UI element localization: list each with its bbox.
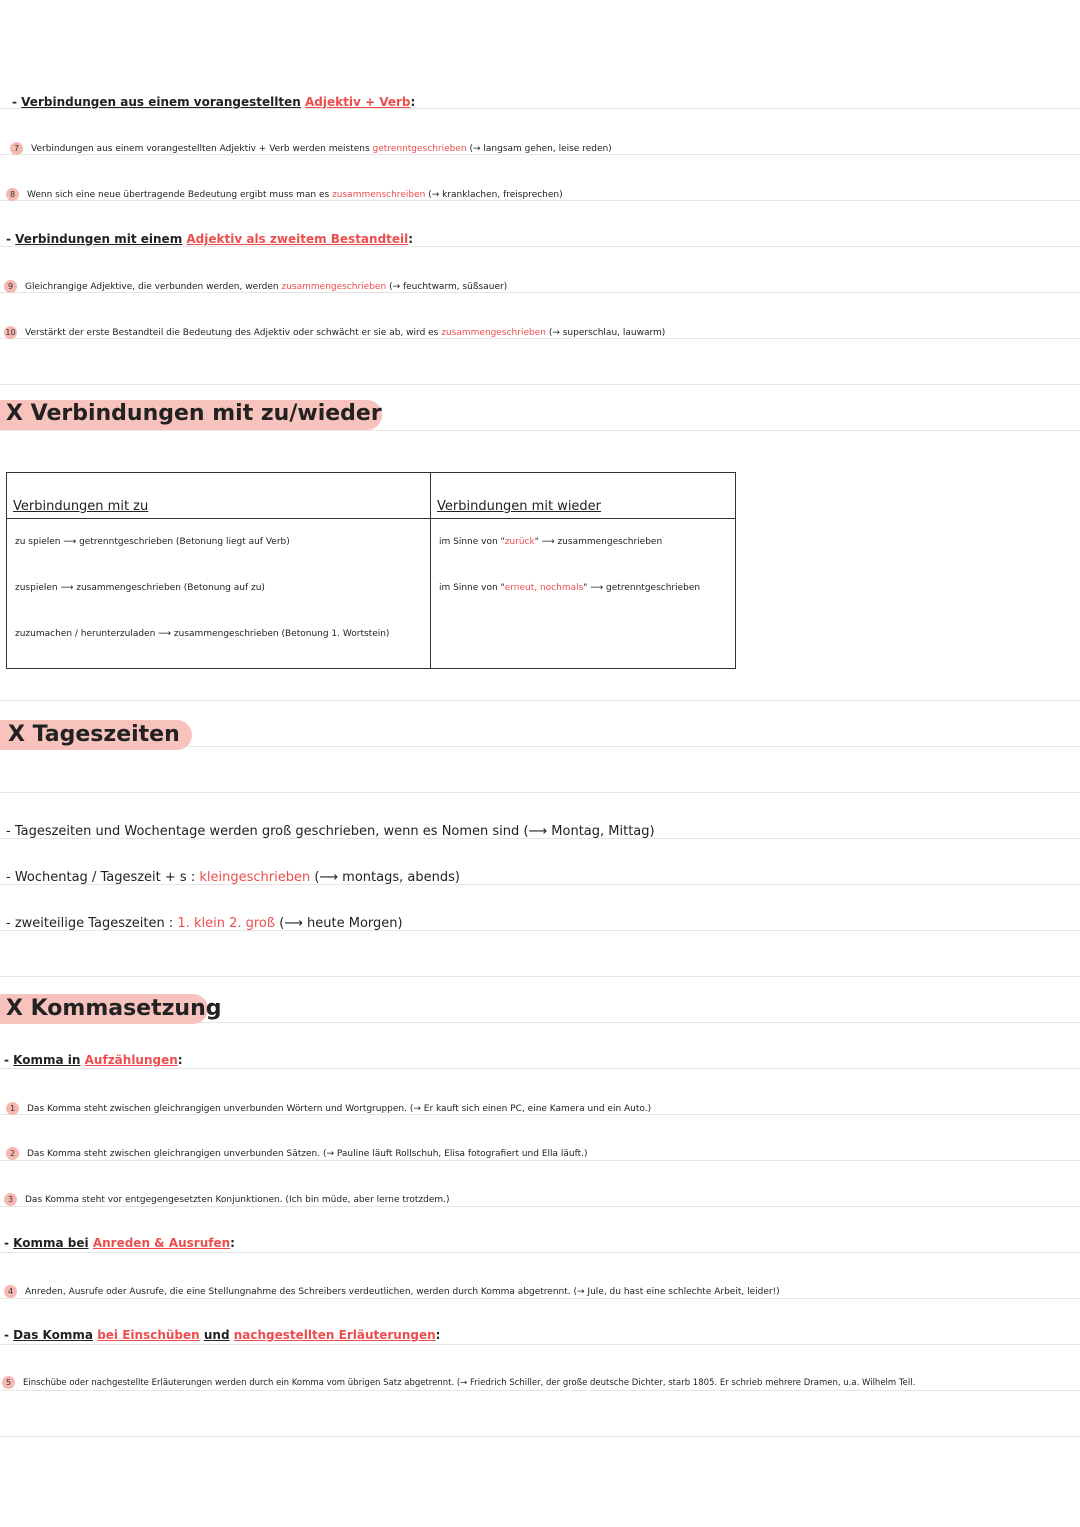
rule-line (0, 1344, 1080, 1345)
rule-line (0, 1252, 1080, 1253)
rule-line (0, 1298, 1080, 1299)
subheading-adj-verb: - Verbindungen aus einem vorangestellten Adjektiv + Verb: (12, 95, 416, 109)
subheading-einschuebe: - Das Komma bei Einschüben und nachgestellten Erläuterungen: (4, 1328, 441, 1342)
tageszeiten-rule-3: - zweiteilige Tageszeiten : 1. klein 2. groß (⟶ heute Morgen) (6, 916, 403, 931)
heading-zu-wieder: X Verbindungen mit zu/wieder (6, 401, 382, 426)
rule-line (0, 384, 1080, 385)
table-header-zu: Verbindungen mit zu (7, 473, 431, 519)
rule-line (0, 1390, 1080, 1391)
table-cell-wieder (431, 519, 736, 669)
rule-line (0, 1436, 1080, 1437)
komma-item-3: 3 Das Komma steht vor entgegengesetzten Konjunktionen. (Ich bin müde, aber lerne trotzdem.) (4, 1193, 450, 1206)
subheading-anreden: - Komma bei Anreden & Ausrufen: (4, 1236, 235, 1250)
subheading-aufzaehlungen: - Komma in Aufzählungen: (4, 1053, 183, 1067)
rule-item-9: 9 Gleichrangige Adjektive, die verbunden werden, werden zusammengeschrieben (→ feuchtwarm, süßsauer) (4, 280, 507, 293)
rule-line (0, 1068, 1080, 1069)
table-row: zuspielen ⟶ zusammengeschrieben (Betonung auf zu) (15, 583, 265, 593)
subheading-adj-second: - Verbindungen mit einem Adjektiv als zweitem Bestandteil: (6, 232, 414, 246)
table-cell-zu (7, 519, 431, 669)
rule-line (0, 976, 1080, 977)
rule-line (0, 792, 1080, 793)
heading-tageszeiten: X Tageszeiten (8, 722, 180, 747)
komma-item-4: 4 Anreden, Ausrufe oder Ausrufe, die eine Stellungnahme des Schreibers verdeutlichen, werden durch Komma abgetrennt. (→ Jule, du hast eine schlechte Arbeit, leider!) (4, 1285, 780, 1298)
komma-item-2: 2 Das Komma steht zwischen gleichrangigen unverbunden Sätzen. (→ Pauline läuft Rollschuh, Elisa fotografiert und Ella läuft.) (6, 1147, 588, 1160)
rule-item-10: 10 Verstärkt der erste Bestandteil die Bedeutung des Adjektiv oder schwächt er sie ab, wird es zusammengeschrieben (→ superschlau, lauwarm) (5, 328, 666, 338)
rule-line (0, 430, 1080, 431)
rule-item-8: 8 Wenn sich eine neue übertragende Bedeutung ergibt muss man es zusammenschreiben (→ kranklachen, freisprechen) (6, 188, 563, 201)
tageszeiten-rule-2: - Wochentag / Tageszeit + s : kleingeschrieben (⟶ montags, abends) (6, 870, 460, 885)
tageszeiten-rule-1: - Tageszeiten und Wochentage werden groß geschrieben, wenn es Nomen sind (⟶ Montag, Mittag) (6, 824, 655, 839)
table-row: zu spielen ⟶ getrenntgeschrieben (Betonung liegt auf Verb) (15, 537, 290, 547)
rule-line (0, 246, 1080, 247)
rule-line (0, 700, 1080, 701)
zu-wieder-table (6, 472, 736, 669)
table-row: im Sinne von "erneut, nochmals" ⟶ getrenntgeschrieben (439, 583, 701, 593)
table-row: im Sinne von "zurück" ⟶ zusammengeschrieben (439, 537, 663, 547)
table-row: zuzumachen / herunterzuladen ⟶ zusammengeschrieben (Betonung 1. Wortstein) (15, 629, 390, 639)
komma-item-5: 5 Einschübe oder nachgestellte Erläuterungen werden durch ein Komma vom übrigen Satz abgetrennt. (→ Friedrich Schiller, der große deutsche Dichter, starb 1805. Er schrieb mehrere Dramen, u.a. Wilhelm Tell. (2, 1376, 915, 1389)
heading-kommasetzung: X Kommasetzung (6, 996, 222, 1021)
table-header-wieder: Verbindungen mit wieder (431, 473, 736, 519)
rule-line (0, 1160, 1080, 1161)
rule-item-7: 7 Verbindungen aus einem vorangestellten Adjektiv + Verb werden meistens getrenntgeschrieben (→ langsam gehen, leise reden) (10, 142, 612, 155)
komma-item-1: 1 Das Komma steht zwischen gleichrangigen unverbunden Wörtern und Wortgruppen. (→ Er kauft sich einen PC, eine Kamera und ein Auto.) (6, 1102, 651, 1115)
rule-line (0, 1206, 1080, 1207)
